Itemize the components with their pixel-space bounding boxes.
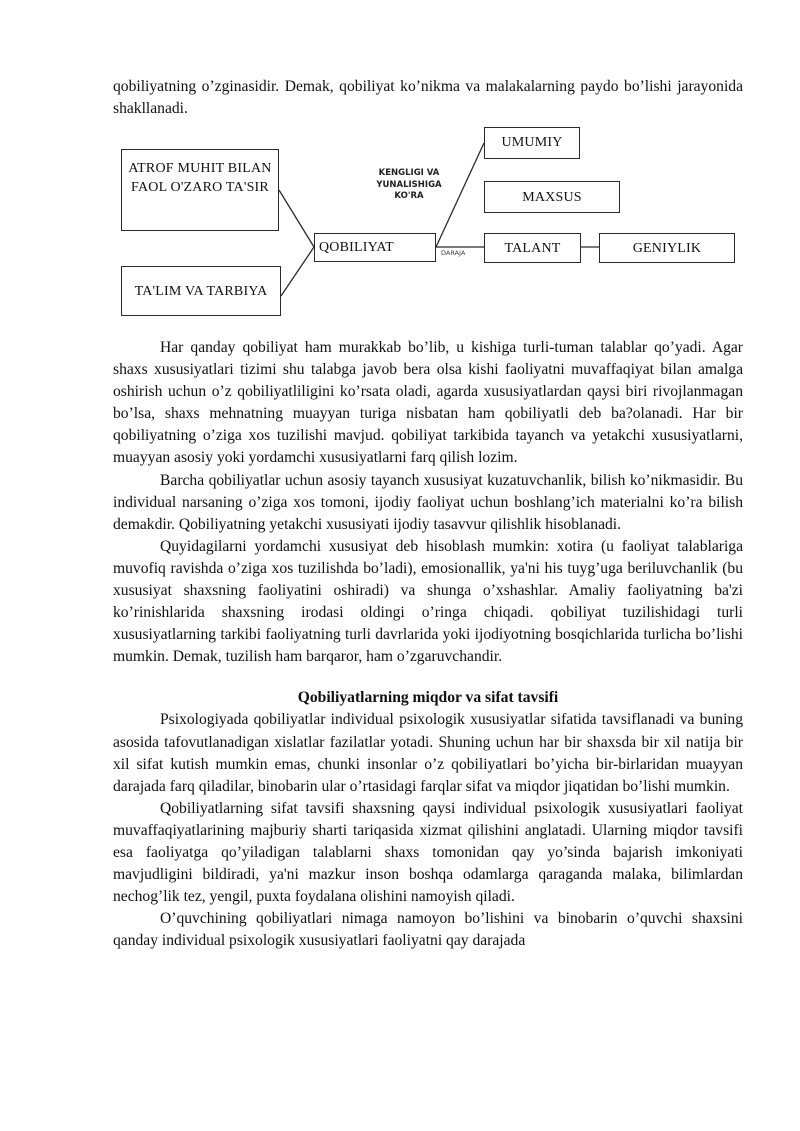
paragraph: O’quvchining qobiliyatlari nimaga namoyon bo’lishini va binobarin o’quvchi shaxsini qanday individual psixologik xususiyatlari faoliyatni qay darajada — [113, 910, 743, 950]
paragraph: Qobiliyatlarning sifat tavsifi shaxsning qaysi individual psixologik xususiyatlari faoliyat muvaffaqiyatlarining majburiy sharti tariqasida xizmat qilishini anglatadi. Ularning miqdor tavsifi esa faoliyatga qo’yiladigan talablarni shaxs tomonidan qay yo’sinda bajarish imkoniyati mavjudligini bildiradi, ya'ni mazkur inson boshqa odamlarga qaraganda malaka, bilimlardan nechog’lik tez, yengil, puxta foydalana olishini namoyish qiladi. — [113, 799, 743, 906]
paragraph: Barcha qobiliyatlar uchun asosiy tayanch xususiyat kuzatuvchanlik, bilish ko’nikmasidir. Bu individual narsaning o’ziga xos tomoni, ijodiy faoliyat uchun boshlang’ich materialni ko’ra bilish demakdir. Qobiliyatning yetakchi xususiyati ijodiy tasavvur qilishlik hisoblanadi. — [113, 471, 743, 533]
paragraph: Har qanday qobiliyat ham murakkab bo’lib, u kishiga turli-tuman talablar qo’yadi. Agar shaxs xususiyatlari tizimi shu talabga javob bera olsa kishi faoliyatni muvaffaqiyat bilan amalga oshirish uchun o’z qobiliyatliligini ko’rsata oladi, agarda xususiyatlardan qaysi biri rivojlanmagan bo’lsa, shaxs mehnatning muayyan turiga nisbatan ham qobiliyatli deb ba?olanadi. Har bir qobiliyatning o’ziga xos tuzilishi mavjud. qobiliyat tarkibida tayanch va yetakchi xususiyatlarni, muayyan asosiy yoki yordamchi xususiyatlarni farq qilish lozim. — [113, 339, 743, 467]
intro-paragraph: qobiliyatning o’zginasidir. Demak, qobiliyat ko’nikma va malakalarning paydo bo’lishi jarayonida shakllanadi. — [113, 78, 743, 118]
kengligi-label: KENGLIGI VA YUNALISHIGA KO'RA — [376, 168, 442, 201]
talim-tarbiya-box: TA'LIM VA TARBIYA — [121, 266, 281, 316]
maxsus-box: MAXSUS — [484, 181, 620, 213]
connector-atrof-qobiliyat — [279, 190, 314, 247]
connector-talim-qobiliyat — [281, 247, 314, 296]
talant-box: TALANT — [484, 233, 581, 263]
atrof-muhit-box: ATROF MUHIT BILAN FAOL O'ZARO TA'SIR — [121, 149, 279, 231]
geniylik-box: GENIYLIK — [599, 233, 735, 263]
diagram-connectors — [0, 0, 800, 330]
body-text — [113, 337, 743, 952]
umumiy-box: UMUMIY — [484, 127, 580, 159]
qobiliyat-box: QOBILIYAT — [314, 233, 436, 262]
section-title: Qobiliyatlarning miqdor va sifat tavsifi — [297, 689, 559, 707]
paragraph: Quyidagilarni yordamchi xususiyat deb hisoblash mumkin: xotira (u faoliyat talablariga muvofiq ravishda o’ziga xos tuzilishda bo’ladi), emosionallik, ya'ni his tuyg’uga beriluvchanlik (bu xususiyat shaxsning faoliyatini oshiradi) va shunga o’xshashlar. Amaliy faoliyatning ba'zi ko’rinishlarida shaxsning irodasi oldingi o’ringa chiqadi. qobiliyat tuzilishidagi turli xususiyatlarning tarkibi faoliyatning turli davrlarida yoki ijodiyotning bosqichlarida turlicha bo’lishi mumkin. Demak, tuzilish ham barqaror, ham o’zgaruvchandir. — [113, 537, 743, 666]
paragraph: Psixologiyada qobiliyatlar individual psixologik xususiyatlar sifatida tavsiflanadi va buning asosida tafovutlanadigan xislatlar fazilatlar yotadi. Shuning uchun har bir shaxsda bir xil natija bir xil sifat kutish mumkin emas, chunki insonlar o’z qobiliyatlari bo’yicha bir-birlaridan muayyan darajada farq qiladilar, binobarin ular o’rtasidagi farqlar sifat va miqdor jiqatidan bo’lishi mumkin. — [113, 711, 743, 795]
daraja-label: DARAJA — [441, 249, 466, 257]
